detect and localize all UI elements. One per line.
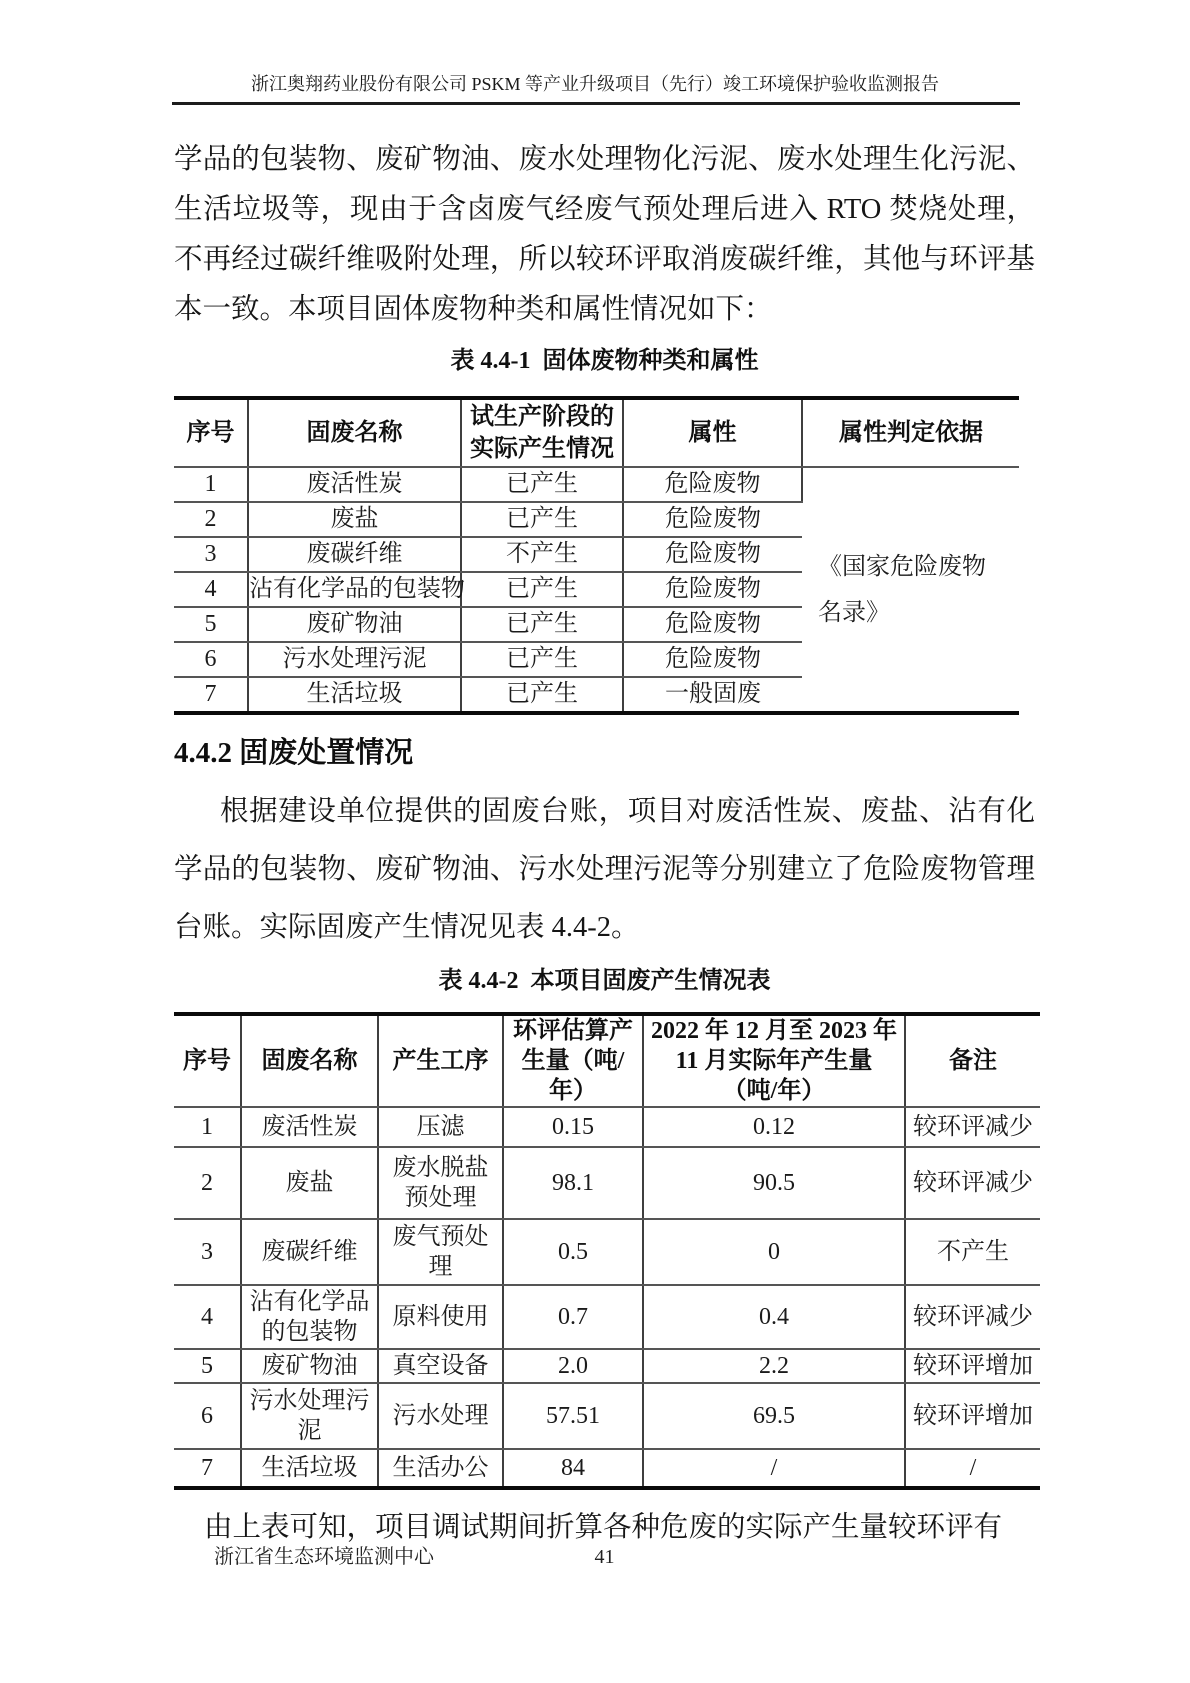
cell-no: 3 [174,1219,241,1285]
cell-remark: 较环评减少 [905,1285,1040,1349]
body-paragraph-2: 根据建设单位提供的固废台账，项目对废活性炭、废盐、沾有化学品的包装物、废矿物油、污水处理污泥等分别建立了危险废物管理台账。实际固废产生情况见表 4.4-2。 [174,796,1035,943]
cell-name: 废碳纤维 [241,1219,378,1285]
cell-remark: 较环评减少 [905,1147,1040,1219]
cell-actual-amount: 69.5 [643,1383,905,1449]
cell-remark: 较环评增加 [905,1383,1040,1449]
cell-name: 废盐 [248,502,461,537]
cell-eia-amount: 57.51 [503,1383,643,1449]
cell-process: 废水脱盐预处理 [378,1147,503,1219]
cell-actual-amount: 0 [643,1219,905,1285]
cell-name: 废矿物油 [248,607,461,642]
cell-no: 5 [174,1349,241,1383]
table1-header-name: 固废名称 [248,398,461,467]
cell-basis: 《国家危险废物名录》 [818,553,986,626]
cell-process: 原料使用 [378,1285,503,1349]
cell-attribute: 危险废物 [623,537,802,572]
page-content [174,135,1035,1544]
cell-name: 废矿物油 [241,1349,378,1383]
table2-header-remark: 备注 [905,1014,1040,1107]
cell-process: 真空设备 [378,1349,503,1383]
cell-status: 不产生 [461,537,623,572]
cell-remark: / [905,1449,1040,1488]
cell-name: 污水处理污泥 [241,1383,378,1449]
cell-status: 已产生 [461,467,623,502]
body-paragraph-3: 由上表可知，项目调试期间折算各种危废的实际产生量较环评有 [204,1512,1003,1543]
cell-process: 压滤 [378,1107,503,1147]
table-row [174,1219,1040,1285]
table-row [174,1285,1040,1349]
table1-header-attribute: 属性 [623,398,802,467]
cell-no: 6 [174,642,248,677]
table-row [174,1147,1040,1219]
cell-no: 1 [174,467,248,502]
running-header-title: 浙江奥翔药业股份有限公司 PSKM 等产业升级项目（先行）竣工环境保护验收监测报告 [250,74,940,94]
cell-attribute: 危险废物 [623,572,802,607]
cell-name: 废活性炭 [241,1107,378,1147]
cell-actual-amount: 0.4 [643,1285,905,1349]
cell-name: 沾有化学品的包装物 [241,1285,378,1349]
table1-header-no: 序号 [174,398,248,467]
cell-process: 污水处理 [378,1383,503,1449]
cell-eia-amount: 0.5 [503,1219,643,1285]
table-row [174,1107,1040,1147]
cell-attribute: 危险废物 [623,467,802,502]
cell-attribute: 一般固废 [623,677,802,713]
cell-eia-amount: 84 [503,1449,643,1488]
table1-header-status: 试生产阶段的实际产生情况 [461,398,623,467]
cell-no: 4 [174,1285,241,1349]
table2-header-no: 序号 [174,1014,241,1107]
cell-name: 沾有化学品的包装物 [248,572,461,607]
cell-actual-amount: 0.12 [643,1107,905,1147]
table-row [174,1349,1040,1383]
header-rule [172,102,1020,105]
table2-header-eia-amount: 环评估算产生量（吨/年） [503,1014,643,1107]
cell-status: 已产生 [461,642,623,677]
table2-header-row [174,1014,1040,1107]
table-solid-waste-types [174,396,1019,715]
cell-status: 已产生 [461,607,623,642]
section-heading-4-4-2: 4.4.2 固废处置情况 [174,737,414,769]
cell-eia-amount: 2.0 [503,1349,643,1383]
page-number: 41 [594,1546,615,1568]
cell-process: 废气预处理 [378,1219,503,1285]
cell-no: 5 [174,607,248,642]
table2-header-actual-amount: 2022 年 12 月至 2023 年 11 月实际年产生量（吨/年） [643,1014,905,1107]
cell-eia-amount: 0.15 [503,1107,643,1147]
cell-no: 6 [174,1383,241,1449]
cell-attribute: 危险废物 [623,642,802,677]
cell-eia-amount: 98.1 [503,1147,643,1219]
cell-name: 生活垃圾 [241,1449,378,1488]
table2-caption: 表 4.4-2 本项目固废产生情况表 [438,968,771,994]
table-row [174,467,1019,502]
table1-header-basis: 属性判定依据 [802,398,1019,467]
footer-organization: 浙江省生态环境监测中心 [214,1546,434,1568]
table1-caption: 表 4.4-1 固体废物种类和属性 [450,348,759,374]
cell-name: 废活性炭 [248,467,461,502]
cell-process: 生活办公 [378,1449,503,1488]
body-paragraph-1: 学品的包装物、废矿物油、废水处理物化污泥、废水处理生化污泥、生活垃圾等，现由于含卤废气经废气预处理后进入 RTO 焚烧处理，不再经过碳纤维吸附处理，所以较环评取消废碳纤维，其他与环评基本一致。本项目固体废物种类和属性情况如下： [174,144,1035,325]
cell-no: 3 [174,537,248,572]
table-row [174,1383,1040,1449]
cell-attribute: 危险废物 [623,607,802,642]
cell-remark: 不产生 [905,1219,1040,1285]
cell-eia-amount: 0.7 [503,1285,643,1349]
cell-name: 废盐 [241,1147,378,1219]
cell-no: 7 [174,677,248,713]
cell-name: 生活垃圾 [248,677,461,713]
table2-header-process: 产生工序 [378,1014,503,1107]
cell-no: 7 [174,1449,241,1488]
table-row [174,1449,1040,1488]
cell-no: 2 [174,502,248,537]
cell-attribute: 危险废物 [623,502,802,537]
table-solid-waste-generation [174,1012,1040,1490]
cell-no: 2 [174,1147,241,1219]
table1-header-row [174,398,1019,467]
cell-remark: 较环评增加 [905,1349,1040,1383]
table2-header-name: 固废名称 [241,1014,378,1107]
cell-no: 4 [174,572,248,607]
cell-name: 污水处理污泥 [248,642,461,677]
cell-status: 已产生 [461,502,623,537]
cell-name: 废碳纤维 [248,537,461,572]
cell-remark: 较环评减少 [905,1107,1040,1147]
cell-no: 1 [174,1107,241,1147]
cell-actual-amount: / [643,1449,905,1488]
cell-actual-amount: 2.2 [643,1349,905,1383]
cell-actual-amount: 90.5 [643,1147,905,1219]
cell-status: 已产生 [461,572,623,607]
cell-status: 已产生 [461,677,623,713]
